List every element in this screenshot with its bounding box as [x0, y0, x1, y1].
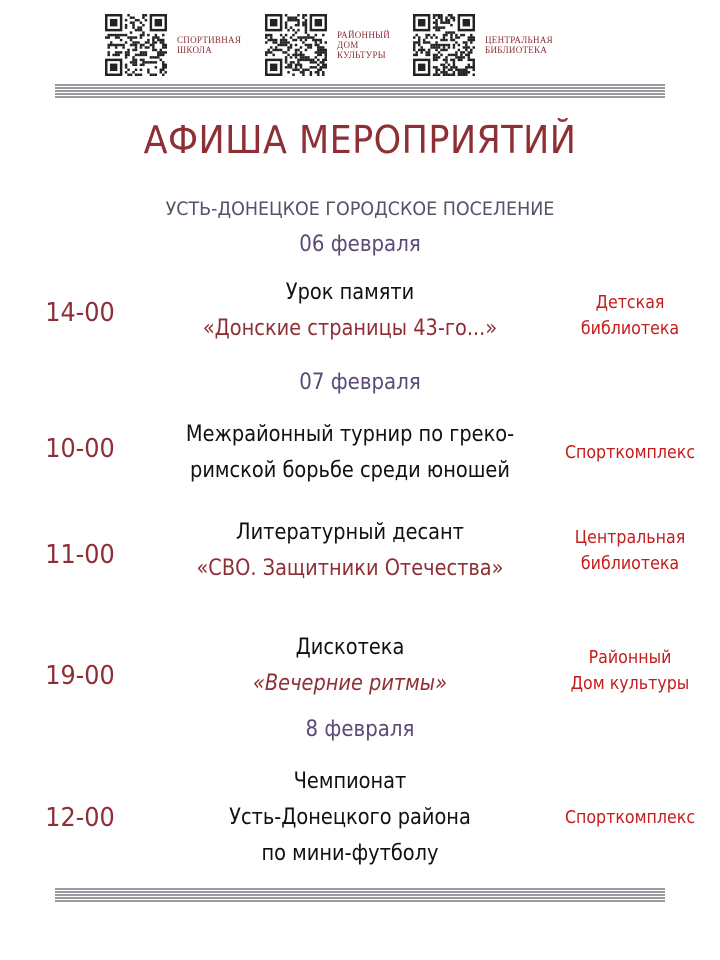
event-line: Литературный десант — [236, 520, 464, 545]
event-venue — [555, 805, 705, 831]
date-heading: 06 февраля — [299, 232, 421, 257]
qr-label-central-library: ЦЕНТРАЛЬНАЯ БИБЛИОТЕКА — [485, 35, 553, 55]
venue-line: Центральная — [574, 527, 686, 548]
venue-line: Спорткомплекс — [564, 442, 696, 463]
event-time: 10-00 — [45, 434, 115, 464]
event-line: Межрайонный турнир по греко- — [185, 422, 515, 447]
venue-line: Районный — [588, 647, 672, 668]
event-venue — [555, 645, 705, 697]
event-line: Усть-Донецкого района — [229, 805, 471, 830]
qr-code-icon — [413, 14, 475, 76]
event-time: 14-00 — [45, 298, 115, 328]
venue-line: Детская — [595, 292, 665, 313]
event-title — [174, 515, 526, 587]
qr-culture-house[interactable] — [265, 14, 390, 76]
venue-line: Дом культуры — [570, 673, 690, 694]
event-line: по мини-футболу — [261, 841, 439, 866]
event-time: 19-00 — [45, 661, 115, 691]
top-divider — [55, 84, 665, 98]
qr-label-culture-house: РАЙОННЫЙ ДОМ КУЛЬТУРЫ — [337, 30, 391, 60]
event-line: «Вечерние ритмы» — [252, 671, 448, 696]
event-venue — [555, 525, 705, 577]
qr-code-icon — [265, 14, 327, 76]
qr-central-library[interactable] — [413, 14, 553, 76]
event-line: римской борьбе среди юношей — [190, 458, 510, 483]
qr-sport-school[interactable] — [105, 14, 241, 76]
event-title — [174, 275, 526, 347]
date-heading: 8 февраля — [305, 717, 415, 742]
event-line: «Донские страницы 43-го...» — [202, 316, 498, 341]
event-title — [174, 630, 526, 702]
venue-line: библиотека — [580, 553, 680, 574]
qr-code-icon — [105, 14, 167, 76]
qr-label-sport-school: СПОРТИВНАЯ ШКОЛА — [177, 35, 242, 55]
page-subtitle: УСТЬ-ДОНЕЦКОЕ ГОРОДСКОЕ ПОСЕЛЕНИЕ — [165, 198, 555, 220]
event-line: Дискотека — [295, 635, 405, 660]
event-venue — [555, 440, 705, 466]
venue-line: библиотека — [580, 318, 680, 339]
date-heading: 07 февраля — [299, 370, 421, 395]
event-line: Чемпионат — [293, 769, 407, 794]
event-time: 12-00 — [45, 803, 115, 833]
page-title: АФИША МЕРОПРИЯТИЙ — [143, 118, 577, 162]
venue-line: Спорткомплекс — [564, 807, 696, 828]
event-venue — [555, 290, 705, 342]
event-line: Урок памяти — [285, 280, 415, 305]
event-time: 11-00 — [45, 540, 115, 570]
bottom-divider — [55, 888, 665, 902]
event-title — [174, 417, 526, 489]
event-title — [174, 764, 526, 872]
event-line: «СВО. Защитники Отечества» — [196, 556, 504, 581]
